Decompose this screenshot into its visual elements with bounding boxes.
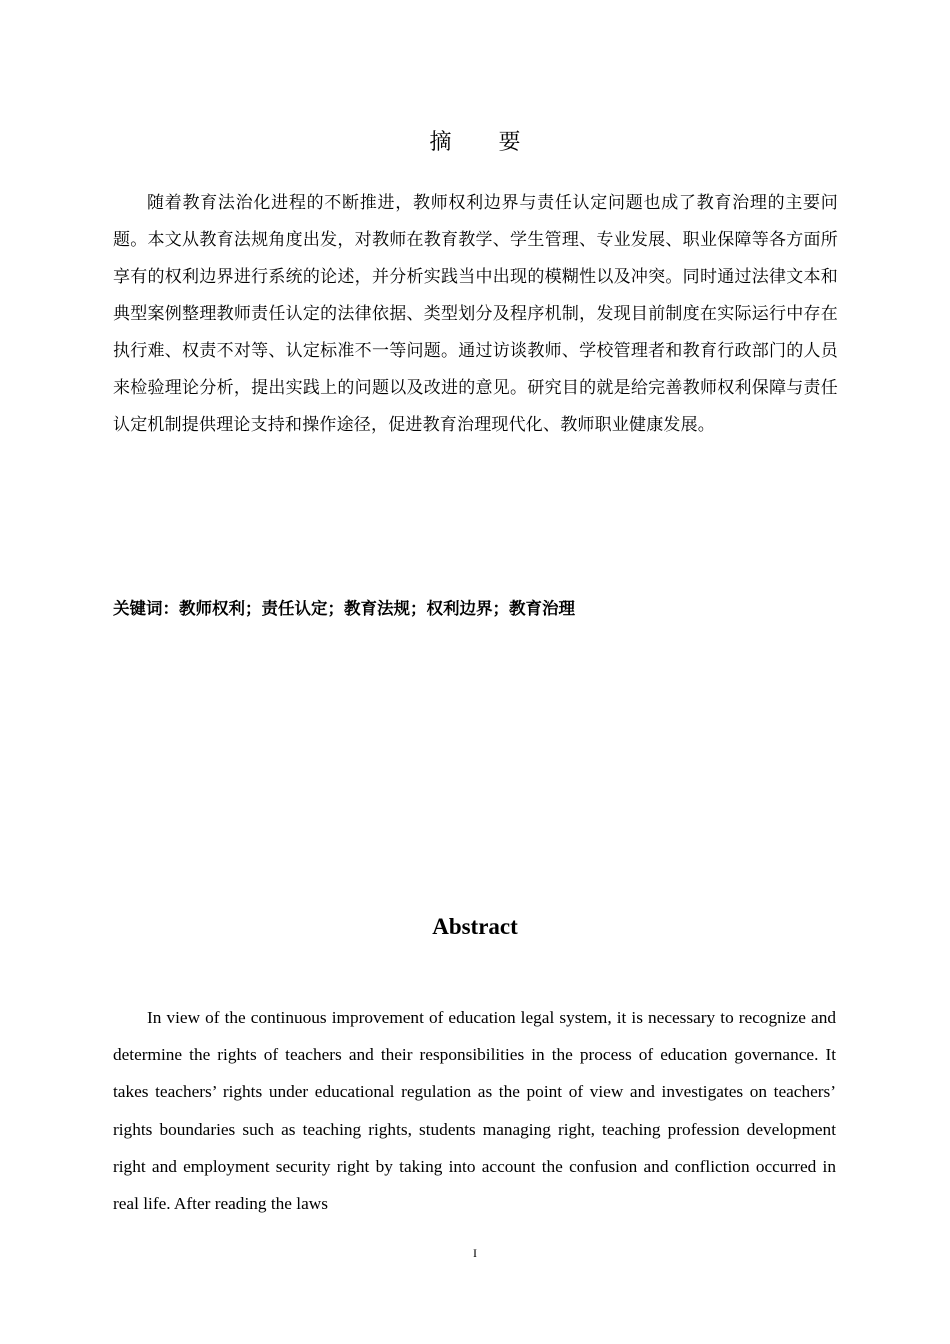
chinese-abstract-body: 随着教育法治化进程的不断推进，教师权利边界与责任认定问题也成了教育治理的主要问题。本文从教育法规角度出发，对教师在教育教学、学生管理、专业发展、职业保障等各方面所享有的权利边界进行系统的论述，并分析实践当中出现的模糊性以及冲突。同时通过法律文本和典型案例整理教师责任认定的法律依据、类型划分及程序机制，发现目前制度在实际运行中存在执行难、权责不对等、认定标准不一等问题。通过访谈教师、学校管理者和教育行政部门的人员来检验理论分析，提出实践上的问题以及改进的意见。研究目的就是给完善教师权利保障与责任认定机制提供理论支持和操作途径，促进教育治理现代化、教师职业健康发展。 xyxy=(113,193,838,435)
english-abstract-title: Abstract xyxy=(432,914,518,939)
page-number: I xyxy=(473,1246,477,1260)
english-abstract-body: In view of the continuous improvement of education legal system, it is necessary to recognize and determine the rights of teachers and their responsibilities in the process of education governance. It takes teachers’ rights under educational regulation as the point of view and investigates on teachers’ rights boundaries such as teaching rights, students managing right, teaching profession development right and employment security right by taking into account the confusion and confliction occurred in real life. After reading the laws xyxy=(113,1008,836,1214)
chinese-abstract-title: 摘 要 xyxy=(429,130,541,155)
keywords-line: 关键词：教师权利；责任认定；教育法规；权利边界；教育治理 xyxy=(113,599,575,618)
